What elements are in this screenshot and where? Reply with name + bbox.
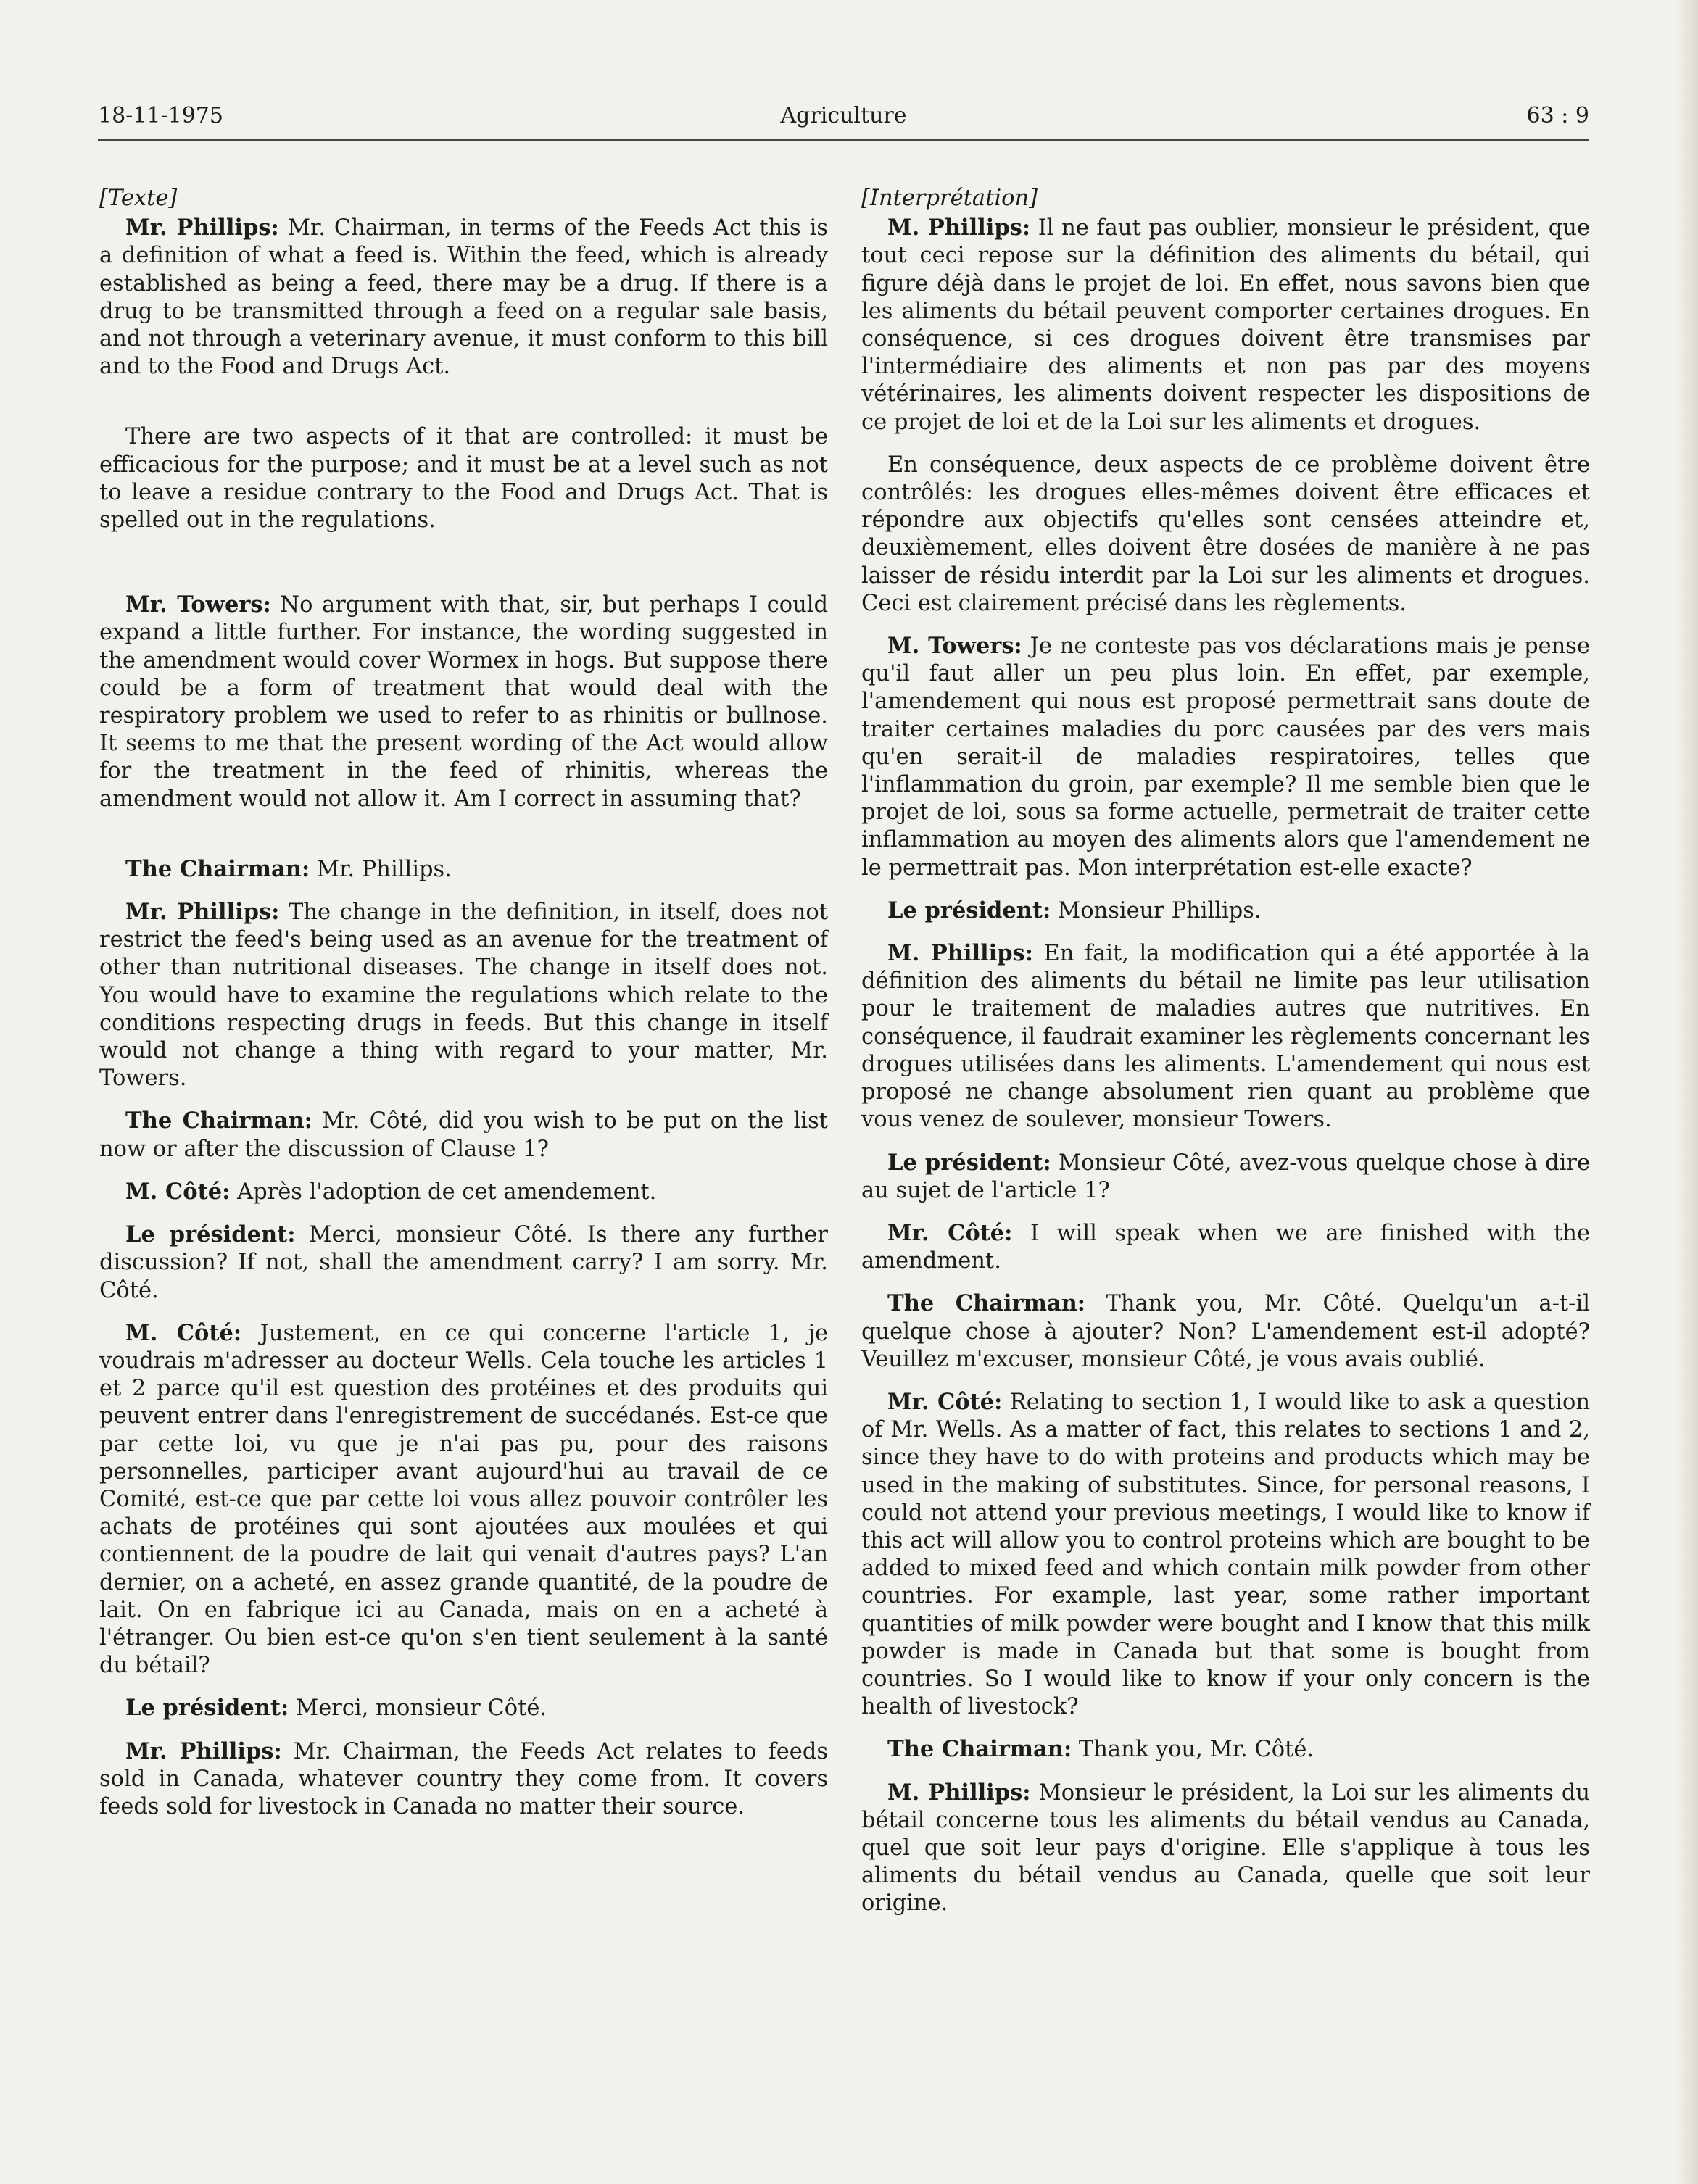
paragraph-text: Relating to section 1, I would like to ask a question of Mr. Wells. As a matter of fact, this relates to sections 1 and 2, since they have to do with proteins and products which may be used in the making of substitutes. Since, for personal reasons, I could not attend your previous meetings, I would like to know if this act will allow you to control proteins which are bought to be added to mixed feed and which contain milk powder from other countries. For example, last year, some rather important quantities of milk powder were bought and I know that this milk powder is made in Canada but that some is bought from countries. So I would like to know if your only concern is the health of livestock? <box>861 1389 1590 1720</box>
speaker-name: M. Phillips: <box>887 1779 1031 1806</box>
paragraph-text: Mr. Chairman, the Feeds Act relates to feeds sold in Canada, whatever country they come from. It covers feeds sold for livestock in Canada no matter their source. <box>99 1738 829 1819</box>
paragraph-text: Justement, en ce qui concerne l'article 1, je voudrais m'adresser au docteur Wells. Cela touche les articles 1 et 2 parce qu'il est question des protéines et des produits qui peuvent entrer dans l'enregistrement de succédanés. Est-ce que par cette loi, vu que je n'ai pas pu, pour des raisons personnelles, participer avant aujourd'hui au travail de ce Comité, est-ce que par cette loi vous allez pouvoir contrôler les achats de protéines qui sont ajoutées aux moulées et qui contiennent de la poudre de lait qui venait d'autres pays? L'an dernier, on a acheté, en assez grande quantité, de la poudre de lait. On en fabrique ici au Canada, mais on en a acheté à l'étranger. Ou bien est-ce qu'on s'en tient seulement à la santé du bétail? <box>99 1320 828 1679</box>
right-column <box>861 185 1590 1932</box>
left-paragraph-9 <box>99 1319 828 1680</box>
paragraph-text: Après l'adoption de cet amendement. <box>230 1179 657 1205</box>
paragraph-text: Merci, monsieur Côté. <box>289 1695 547 1722</box>
left-paragraph-11 <box>99 1737 828 1822</box>
paragraph-text: Mr. Côté, did you wish to be put on the list now or after the discussion of Clause 1? <box>99 1108 828 1162</box>
header-date: 18-11-1975 <box>98 103 223 128</box>
left-paragraph-10 <box>99 1694 828 1722</box>
left-paragraph-1 <box>99 214 828 381</box>
page-edge <box>1676 0 1698 2184</box>
header-title: Agriculture <box>780 103 907 128</box>
paragraph-text: The change in the definition, in itself, does not restrict the feed's being used as an avenue for the treatment of other than nutritional diseases. The change in itself does not. You would have to examine the regulations which relate to the conditions respecting drugs in feeds. But this change in itself would not change a thing with regard to your matter, Mr. Towers. <box>99 900 828 1092</box>
speaker-name: The Chairman: <box>125 855 310 882</box>
header-page-number: 63 : 9 <box>1526 103 1589 128</box>
paragraph-text: En fait, la modification qui a été apportée à la définition des aliments du bétail ne limite pas leur utilisation pour le traitement de maladies autres que nutritives. En conséquence, il faudrait examiner les règlements concernant les drogues utilisées dans les aliments. L'amendement qui nous est proposé ne change absolument rien quant au problème que vous venez de soulever, monsieur Towers. <box>861 941 1590 1133</box>
right-paragraph-7 <box>861 1219 1590 1275</box>
speaker-name: Mr. Phillips: <box>125 899 280 926</box>
speaker-name: M. Phillips: <box>887 215 1031 241</box>
speaker-name: Mr. Phillips: <box>125 1737 282 1764</box>
speaker-name: M. Côté: <box>125 1319 242 1346</box>
left-paragraph-3 <box>99 591 828 813</box>
right-paragraph-5 <box>861 939 1590 1134</box>
paragraph-text: En conséquence, deux aspects de ce problème doivent être contrôlés: les drogues elles-mêmes doivent être efficaces et répondre aux objectifs qu'elles sont censées atteindre et, deuxièmement, elles doivent être dosées de manière à ne pas laisser de résidu interdit par la Loi sur les aliments et drogues. Ceci est clairement précisé dans les règlements. <box>861 452 1590 616</box>
speaker-name: The Chairman: <box>887 1736 1072 1763</box>
right-paragraph-9 <box>861 1388 1590 1721</box>
speaker-name: Mr. Towers: <box>125 591 271 618</box>
left-paragraph-6 <box>99 1107 828 1163</box>
left-paragraph-7 <box>99 1178 828 1206</box>
speaker-name: Le président: <box>887 1149 1051 1176</box>
right-paragraph-8 <box>861 1290 1590 1374</box>
speaker-name: M. Côté: <box>125 1178 231 1205</box>
left-paragraph-4 <box>99 855 828 884</box>
right-paragraph-6 <box>861 1149 1590 1205</box>
left-column <box>99 185 828 1835</box>
speaker-name: Le président: <box>125 1695 289 1722</box>
paragraph-text: There are two aspects of it that are controlled: it must be efficacious for the purpose; and it must be at a level such as not to leave a residue contrary to the Food and Drugs Act. That is spelled out in the regulations. <box>99 424 828 533</box>
speaker-name: The Chairman: <box>125 1108 312 1134</box>
paragraph-text: Il ne faut pas oublier, monsieur le président, que tout ceci repose sur la définition des aliments du bétail, qui figure déjà dans le projet de loi. En effet, nous savons bien que les aliments du bétail peuvent comporter certaines drogues. En conséquence, si ces drogues doivent être transmises par l'intermédiaire des aliments et non pas par des moyens vétérinaires, les aliments doivent respecter les dispositions de ce projet de loi et de la Loi sur les aliments et drogues. <box>861 215 1590 435</box>
paragraph-text: Monsieur Phillips. <box>1051 897 1262 923</box>
paragraph-text: No argument with that, sir, but perhaps I could expand a little further. For instance, the wording suggested in the amendment would cover Wormex in hogs. But suppose there could be a form of treatment that would deal with the respiratory problem we used to refer to as rhinitis or bullnose. It seems to me that the present wording of the Act would allow for the treatment in the feed of rhinitis, whereas the amendment would not allow it. Am I correct in assuming that? <box>99 592 829 812</box>
right-paragraph-4 <box>861 897 1590 925</box>
paragraph-text: Thank you, Mr. Côté. Quelqu'un a-t-il quelque chose à ajouter? Non? L'amendement est-il adopté? Veuillez m'excuser, monsieur Côté, je vous avais oublié. <box>861 1291 1590 1372</box>
left-paragraph-5 <box>99 898 828 1092</box>
speaker-name: Mr. Côté: <box>887 1388 1003 1415</box>
paragraph-text: Monsieur le président, la Loi sur les aliments du bétail concerne tous les aliments du bétail vendus au Canada, quel que soit leur pays d'origine. Elle s'applique à tous les aliments du bétail vendus au Canada, quelle que soit leur origine. <box>861 1780 1590 1917</box>
left-paragraph-2 <box>99 423 828 534</box>
speaker-name: Le président: <box>125 1221 296 1248</box>
speaker-name: M. Phillips: <box>887 940 1033 967</box>
paragraph-text: Mr. Phillips. <box>310 856 452 882</box>
right-paragraph-11 <box>861 1779 1590 1918</box>
right-paragraph-1 <box>861 214 1590 436</box>
speaker-name: The Chairman: <box>887 1290 1086 1317</box>
speaker-name: M. Towers: <box>887 633 1022 660</box>
right-paragraph-10 <box>861 1735 1590 1764</box>
right-column-label: [Interprétation] <box>861 186 1038 211</box>
paragraph-text: Merci, monsieur Côté. Is there any further discussion? If not, shall the amendment carry? I am sorry. Mr. Côté. <box>99 1222 829 1303</box>
left-column-label: [Texte] <box>99 186 178 211</box>
speaker-name: Le président: <box>887 897 1051 923</box>
paragraph-text: Mr. Chairman, in terms of the Feeds Act this is a definition of what a feed is. Within the feed, which is already established as being a feed, there may be a drug. If there is a drug to be transmitted through a feed on a regular sale basis, and not through a veterinary avenue, it must conform to this bill and to the Food and Drugs Act. <box>99 215 829 380</box>
paragraph-text: I will speak when we are finished with the amendment. <box>861 1220 1590 1274</box>
left-paragraph-8 <box>99 1221 828 1305</box>
speaker-name: Mr. Phillips: <box>125 215 279 241</box>
speaker-name: Mr. Côté: <box>887 1219 1013 1246</box>
right-paragraph-3 <box>861 632 1590 882</box>
page-header <box>98 103 1589 141</box>
paragraph-text: Monsieur Côté, avez-vous quelque chose à dire au sujet de l'article 1? <box>861 1150 1591 1203</box>
paragraph-text: Thank you, Mr. Côté. <box>1072 1737 1314 1763</box>
paragraph-text: Je ne conteste pas vos déclarations mais je pense qu'il faut aller un peu plus loin. En effet, par exemple, l'amendement qui nous est proposé permettrait sans doute de traiter certaines maladies du porc causées par des vers mais qu'en serait-il de maladies respiratoires, telles que l'inflammation du groin, par exemple? Il me semble bien que le projet de loi, sous sa forme actuelle, permetrait de traiter cette inflammation au moyen des aliments alors que l'amendement ne le permettrait pas. Mon interprétation est-elle exacte? <box>861 634 1590 881</box>
right-paragraph-2 <box>861 451 1590 618</box>
